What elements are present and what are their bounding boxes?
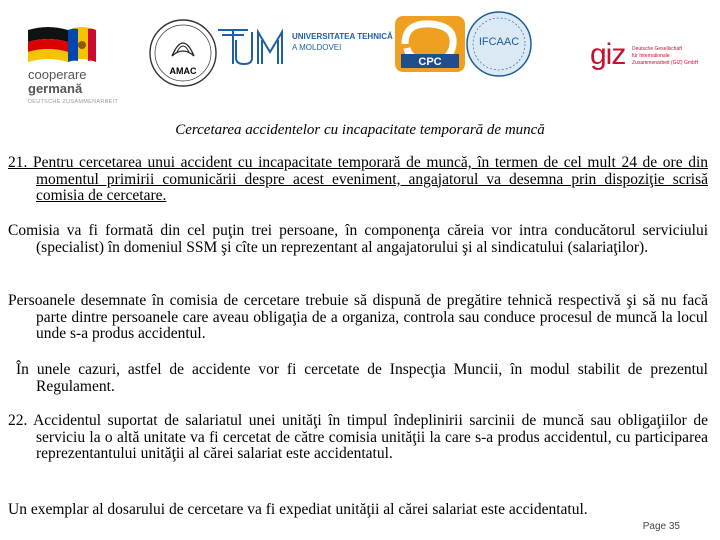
paragraph-text: 22. Accidentul suportat de salariatul unei unităţi în timpul îndeplinirii sarcinii de muncă sau obligaţiilor de serviciu la o altă unitate va fi cercetat de către comisia unităţii la care s-a produs accidentul, cu participarea reprezentantului unităţii al cărei salariat este accidentatul. bbox=[8, 412, 708, 462]
giz-line1: Deutsche Gesellschaft bbox=[632, 46, 683, 52]
giz-logo bbox=[590, 40, 710, 80]
cooperare-line2: germană bbox=[28, 81, 83, 96]
paragraph-text: Persoanele desemnate în comisia de cercetare trebuie să dispună de pregătire tehnică respectivă şi să nu facă parte dintre persoanele care aveau obligaţia de a organiza, controla sau conduce procesul de muncă la locul unde s-a produs accidentul. bbox=[8, 292, 708, 342]
paragraph-text: 21. Pentru cercetarea unui accident cu incapacitate temporară de muncă, în termen de cel mult 24 de ore din momentul primirii comunicării despre acest eveniment, angajatorul va desemna prin dispoziţie scrisă comisia de cercetare. bbox=[8, 154, 708, 204]
paragraph-text: Comisia va fi formată din cel puţin trei persoane, în componenţa căreia vor intra conducătorul serviciului (specialist) în domeniul SSM şi cîte un reprezentant al angajatorului şi al sindicatului (salariaţilor). bbox=[8, 222, 708, 256]
paragraph-exemplar bbox=[8, 502, 708, 519]
amac-text: AMAC bbox=[169, 66, 197, 76]
germany-moldova-flags-icon bbox=[28, 24, 104, 64]
paragraph-21 bbox=[8, 155, 708, 205]
cooperare-line3: DEUTSCHE ZUSAMMENARBEIT bbox=[28, 99, 119, 105]
page-number: Page 35 bbox=[642, 521, 680, 532]
utm-monogram-icon bbox=[214, 22, 290, 72]
paragraph-text: Un exemplar al dosarului de cercetare va fi expediat unităţii al cărei salariat este accidentatul. bbox=[8, 501, 588, 518]
utm-line1: UNIVERSITATEA TEHNICĂ bbox=[292, 32, 393, 41]
cpc-emblem-icon bbox=[393, 14, 467, 74]
giz-line2: für Internationale bbox=[632, 53, 670, 59]
logo-bar bbox=[0, 0, 720, 110]
paragraph-comisia bbox=[8, 223, 708, 256]
cpc-logo bbox=[393, 14, 467, 74]
ifcaac-text: IFCAAC bbox=[478, 36, 520, 48]
utm-line2: A MOLDOVEI bbox=[292, 43, 342, 52]
cpc-text: CPC bbox=[418, 56, 442, 68]
paragraph-unele-cazuri bbox=[16, 362, 708, 395]
giz-line3: Zusammenarbeit (GIZ) GmbH bbox=[632, 60, 699, 66]
paragraph-text: În unele cazuri, astfel de accidente vor fi cercetate de Inspecţia Muncii, în modul stabilit de prezentul Regulament. bbox=[16, 361, 708, 395]
ifcaac-logo bbox=[465, 10, 533, 78]
amac-logo bbox=[146, 16, 220, 90]
amac-emblem-icon bbox=[146, 16, 220, 90]
cooperare-line1: cooperare bbox=[28, 67, 87, 82]
cooperare-germana-logo bbox=[24, 20, 144, 105]
utm-logo bbox=[214, 22, 394, 72]
document-title: Cercetarea accidentelor cu incapacitate temporară de muncă bbox=[175, 122, 545, 138]
paragraph-22 bbox=[8, 413, 708, 463]
paragraph-persoanele bbox=[8, 293, 708, 343]
giz-mark: giz bbox=[590, 38, 626, 71]
